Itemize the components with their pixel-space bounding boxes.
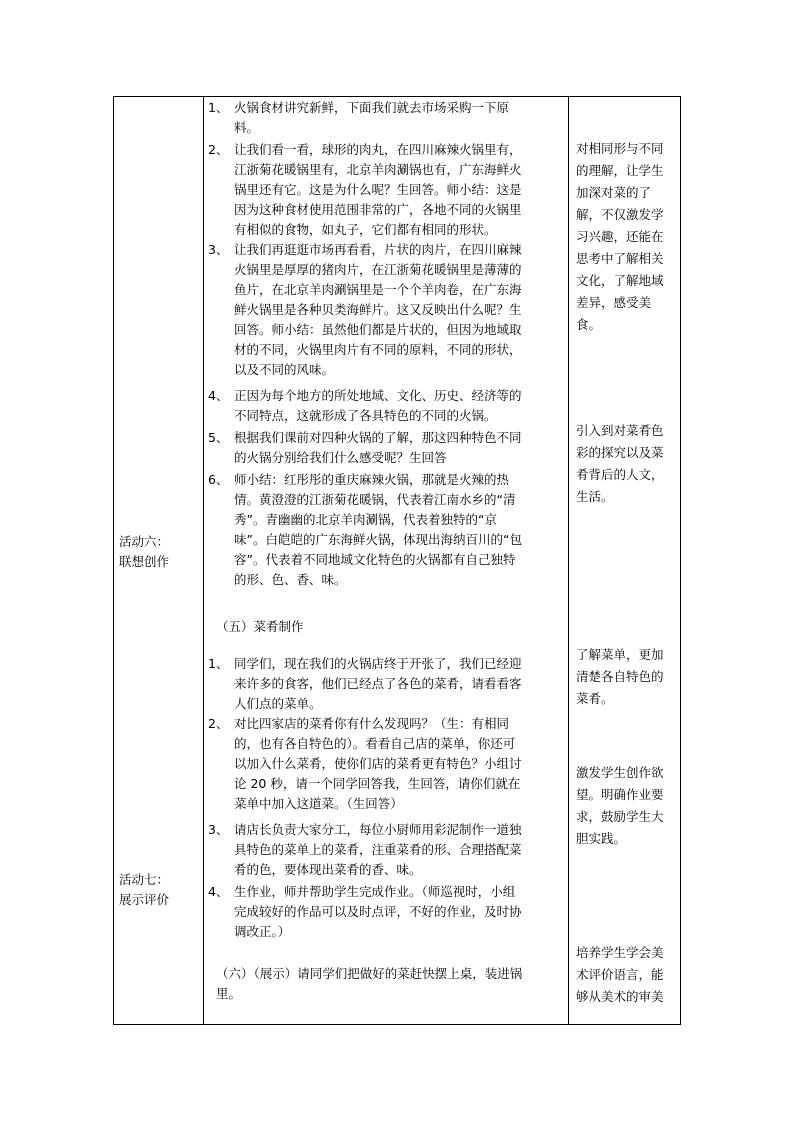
- step-text: 对比四家店的菜肴你有什么发现吗？（生：有相同 的，也有各自特色的）。看看自己店的菜单，你还可 以加入什么菜肴，使你们店的菜肴更有特色？小组讨 论 20 秒，请一个同学回答我，生回答，请你们就在 菜单中加入这道菜。（生回答）: [234, 716, 522, 811]
- table-column-divider: [568, 96, 569, 1025]
- table-column-divider: [203, 96, 204, 1025]
- design-note: 激发学生创作欲 望。明确作业要 求，鼓励学生大 胆实践。: [576, 765, 664, 846]
- step-number: 4、: [208, 884, 229, 899]
- activity-seven-label: 活动七： 展示评价: [119, 872, 170, 907]
- design-note: 引入到对菜肴色 彩的探究以及菜 肴背后的人文， 生活。: [576, 423, 664, 504]
- design-note: 培养学生学会美 术评价语言，能 够从美术的审美: [576, 945, 664, 1004]
- step-number: 4、: [208, 388, 229, 403]
- step-number: 2、: [208, 716, 229, 731]
- design-note: 对相同形与不同 的理解，让学生 加深对菜的了 解，不仅激发学 习兴趣，还能在 思考中了解相关 文化，了解地域 差异，感受美 食。: [576, 141, 664, 332]
- step-text: 根据我们课前对四种火锅的了解，那这四种特色不同 的火锅分别给我们什么感受呢？生回答: [234, 430, 522, 465]
- step-number: 1、: [208, 100, 229, 115]
- step-number: 1、: [208, 656, 229, 671]
- step-number: 3、: [208, 242, 229, 257]
- section-five-heading: （五）菜肴制作: [216, 619, 304, 634]
- step-text: 师小结：红彤彤的重庆麻辣火锅，那就是火辣的热 情。黄澄澄的江浙菊花暖锅，代表着江南水乡的“清 秀”。青幽幽的北京羊肉涮锅，代表着独特的“京 味”。白皑皑的广东海鲜火锅，体现出海纳百川的“包 容”。代表着不同地域文化特色的火锅都有自己独特 的形、色、香、味。: [234, 472, 522, 587]
- step-number: 6、: [208, 472, 229, 487]
- step-number: 3、: [208, 822, 229, 837]
- step-text: 让我们再逛逛市场再看看，片状的肉片，在四川麻辣 火锅里是厚厚的猪肉片，在江浙菊花暖锅里是薄薄的 鱼片，在北京羊肉涮锅里是一个个羊肉卷，在广东海 鲜火锅里是各种贝类海鲜片。这又反映出什么呢？生 回答。师小结：虽然他们都是片状的，但因为地域取 材的不同，火锅里肉片有不同的原料，不同的形状， 以及不同的风味。: [234, 242, 522, 377]
- step-number: 5、: [208, 430, 229, 445]
- step-text: 让我们看一看，球形的肉丸，在四川麻辣火锅里有， 江浙菊花暖锅里有，北京羊肉涮锅也有，广东海鲜火 锅里还有它。这是为什么呢？生回答。师小结：这是 因为这种食材使用范围非常的广，各地不同的火锅里 有相似的食物，如丸子，它们都有相同的形状。: [234, 142, 522, 237]
- step-text: 同学们，现在我们的火锅店终于开张了，我们已经迎 来许多的食客，他们已经点了各色的菜肴，请看看客 人们点的菜单。: [234, 656, 522, 711]
- design-note: 了解菜单，更加 清楚各自特色的 菜肴。: [576, 647, 664, 706]
- step-number: 2、: [208, 142, 229, 157]
- step-text: 正因为每个地方的所处地域、文化、历史、经济等的 不同特点，这就形成了各具特色的不同的火锅。: [234, 388, 522, 423]
- activity-six-label: 活动六： 联想创作: [119, 534, 170, 569]
- section-six-paragraph: （六）（展示）请同学们把做好的菜赶快摆上桌，装进锅 里。: [216, 966, 523, 1001]
- step-text: 火锅食材讲究新鲜，下面我们就去市场采购一下原 料。: [234, 100, 510, 135]
- step-text: 生作业，师并帮助学生完成作业。（师巡视时，小组 完成较好的作品可以及时点评，不好的作业，及时协 调改正。）: [234, 884, 522, 939]
- step-text: 请店长负责大家分工，每位小厨师用彩泥制作一道独 具特色的菜单上的菜肴，注重菜肴的形、合理搭配菜 肴的色，要体现出菜肴的香、味。: [234, 822, 522, 877]
